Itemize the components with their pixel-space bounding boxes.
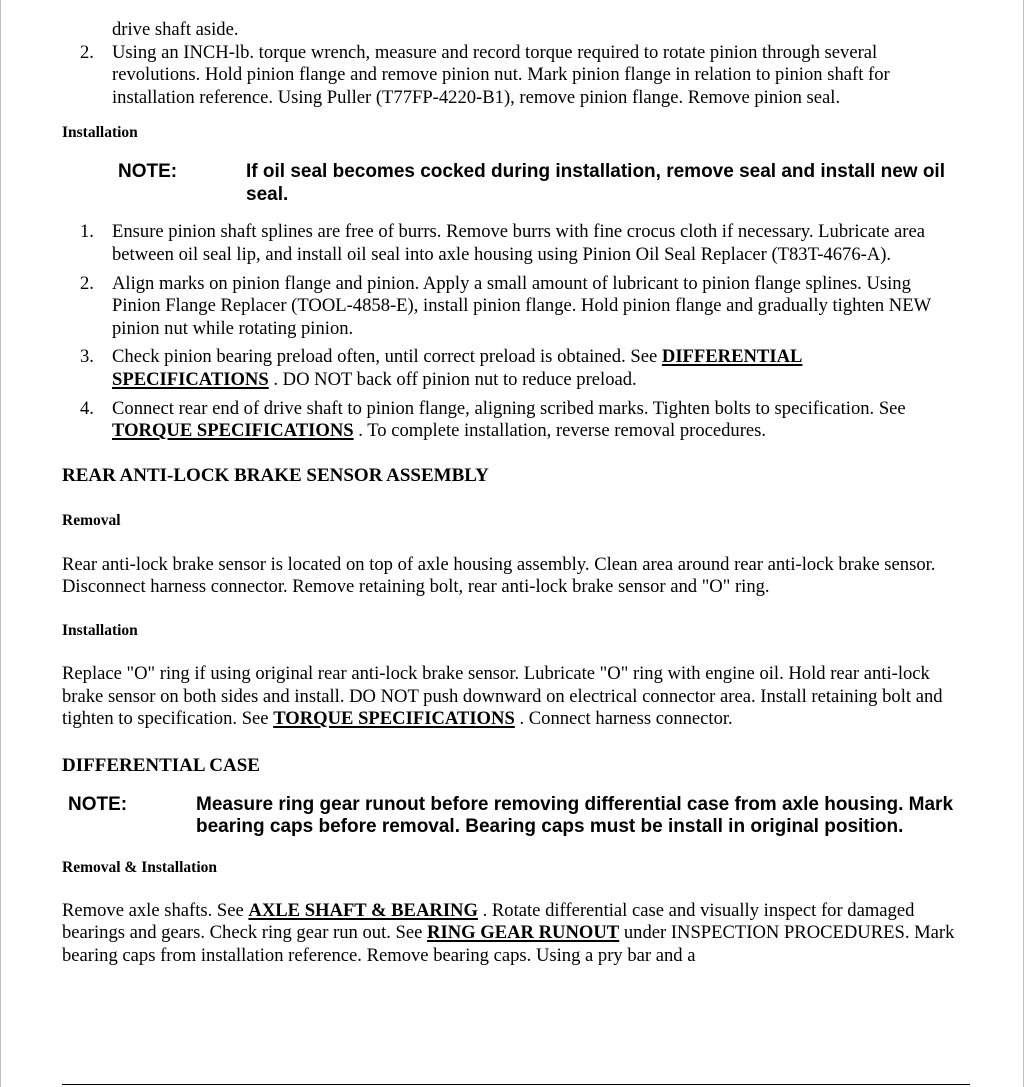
step-number: 2.	[80, 272, 94, 294]
note-text: If oil seal becomes cocked during installation, remove seal and install new oil seal.	[246, 161, 945, 205]
installation-step-2	[62, 273, 962, 341]
step-number: 2.	[80, 41, 94, 63]
paragraph-text-after: . Connect harness connector.	[514, 708, 733, 730]
removal-installation-heading: Removal & Installation	[62, 858, 217, 876]
continuation-text: drive shaft aside.	[112, 19, 239, 40]
page-bottom-rule	[62, 1084, 970, 1085]
document-page	[62, 19, 962, 967]
abs-sensor-heading: REAR ANTI-LOCK BRAKE SENSOR ASSEMBLY	[62, 464, 489, 486]
note-label: NOTE:	[118, 161, 178, 183]
paragraph-text-1: Remove axle shafts. See	[62, 899, 249, 921]
oil-seal-note	[118, 161, 966, 206]
paragraph-text-3: under INSPECTION PROCEDURES. Mark bearing caps from installation reference. Remove bearing caps. Using a pry bar and a	[62, 922, 955, 966]
ring-gear-runout-link[interactable]: RING GEAR RUNOUT	[427, 922, 620, 944]
installation-steps-list	[62, 221, 962, 442]
axle-shaft-bearing-link[interactable]: AXLE SHAFT & BEARING	[248, 899, 478, 921]
note-label: NOTE:	[68, 793, 128, 815]
differential-specifications-link[interactable]: DIFFERENTIAL SPECIFICATIONS	[112, 346, 803, 390]
abs-removal-paragraph: Rear anti-lock brake sensor is located on top of axle housing assembly. Clean area around rear anti-lock brake sensor. Disconnect harness connector. Remove retaining bolt, rear anti-lock brake sensor and "O" ring.	[62, 553, 936, 598]
pinion-installation-heading: Installation	[62, 124, 138, 142]
step-number: 1.	[80, 221, 94, 243]
step-text-before: Connect rear end of drive shaft to pinion flange, aligning scribed marks. Tighten bolts to specification. See	[112, 397, 906, 419]
abs-removal-heading: Removal	[62, 511, 121, 529]
step-text-after: . To complete installation, reverse removal procedures.	[353, 420, 767, 442]
step-text-before: Check pinion bearing preload often, until correct preload is obtained. See	[112, 346, 662, 368]
removal-step-2	[62, 42, 962, 110]
step-text: Align marks on pinion flange and pinion. Apply a small amount of lubricant to pinion flange splines. Using Pinion Flange Replacer (TOOL-4858-E), install pinion flange. Hold pinion flange and gradually tighten NEW pinion nut while rotating pinion.	[112, 272, 931, 339]
step-text-after: . DO NOT back off pinion nut to reduce preload.	[268, 368, 637, 390]
installation-step-3	[62, 346, 962, 391]
installation-step-1	[62, 221, 962, 266]
paragraph-text-2: . Rotate differential case and visually inspect for damaged bearings and gears. Check ring gear run out. See	[62, 899, 915, 944]
paragraph-text-before: Replace "O" ring if using original rear anti-lock brake sensor. Lubricate "O" ring with engine oil. Hold rear anti-lock brake sensor on both sides and install. DO NOT push downward on electrical connector area. Install retaining bolt and tighten to specification. See	[62, 662, 943, 730]
differential-case-heading: DIFFERENTIAL CASE	[62, 754, 260, 776]
step-number: 4.	[80, 397, 94, 419]
differential-case-paragraph	[62, 900, 962, 968]
ring-gear-runout-note	[68, 794, 966, 839]
step-text: Ensure pinion shaft splines are free of burrs. Remove burrs with fine crocus cloth if necessary. Lubricate area between oil seal lip, and install oil seal into axle housing using Pinion Oil Seal Replacer (T83T-4676-A).	[112, 221, 926, 265]
torque-specifications-link[interactable]: TORQUE SPECIFICATIONS	[112, 420, 354, 442]
note-text: Measure ring gear runout before removing differential case from axle housing. Mark bearing caps before removal. Bearing caps must be install in original position.	[196, 793, 954, 838]
step-text: Using an INCH-lb. torque wrench, measure and record torque required to rotate pinion through several revolutions. Hold pinion flange and remove pinion nut. Mark pinion flange in relation to pinion shaft for installation reference. Using Puller (T77FP-4220-B1), remove pinion flange. Remove pinion seal.	[112, 41, 890, 108]
torque-specifications-link-2[interactable]: TORQUE SPECIFICATIONS	[273, 708, 515, 730]
page-left-edge	[0, 0, 1, 1087]
abs-installation-heading: Installation	[62, 621, 138, 639]
step-number: 3.	[80, 346, 94, 368]
installation-step-4	[62, 398, 962, 443]
abs-installation-paragraph	[62, 663, 962, 731]
